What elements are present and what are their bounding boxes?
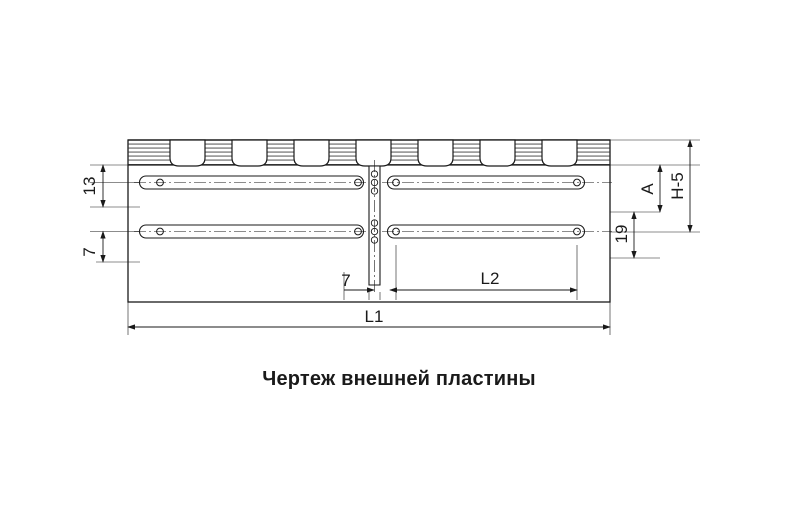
dimension-19 [612, 212, 634, 258]
drawing-caption: Чертеж внешней пластины [262, 368, 536, 390]
dimension-13 [80, 165, 103, 207]
slot-upper-right [382, 176, 612, 189]
dimension-19-label: 19 [612, 224, 631, 244]
top-notch [356, 140, 391, 166]
slot-lower-left [134, 225, 372, 238]
top-notch [170, 140, 205, 166]
dimension-7-left-label: 7 [80, 247, 99, 257]
top-notch [480, 140, 515, 166]
top-notch [542, 140, 577, 166]
center-vertical-slot [369, 160, 380, 292]
dimension-h5-label: H-5 [668, 172, 687, 200]
dimension-7-bottom-label: 7 [341, 271, 351, 290]
dimension-13-label: 13 [80, 176, 99, 196]
dimension-7-left [80, 232, 103, 263]
dimension-l1 [128, 307, 610, 327]
slot-upper-left [134, 176, 372, 189]
top-notch [232, 140, 267, 166]
dimension-a [638, 165, 660, 212]
top-notch [294, 140, 329, 166]
dimension-l2-label: L2 [480, 269, 500, 288]
top-notch [418, 140, 453, 166]
dimension-l1-label: L1 [364, 307, 384, 326]
slot-lower-right [382, 225, 612, 238]
dimension-a-label: A [638, 183, 657, 195]
